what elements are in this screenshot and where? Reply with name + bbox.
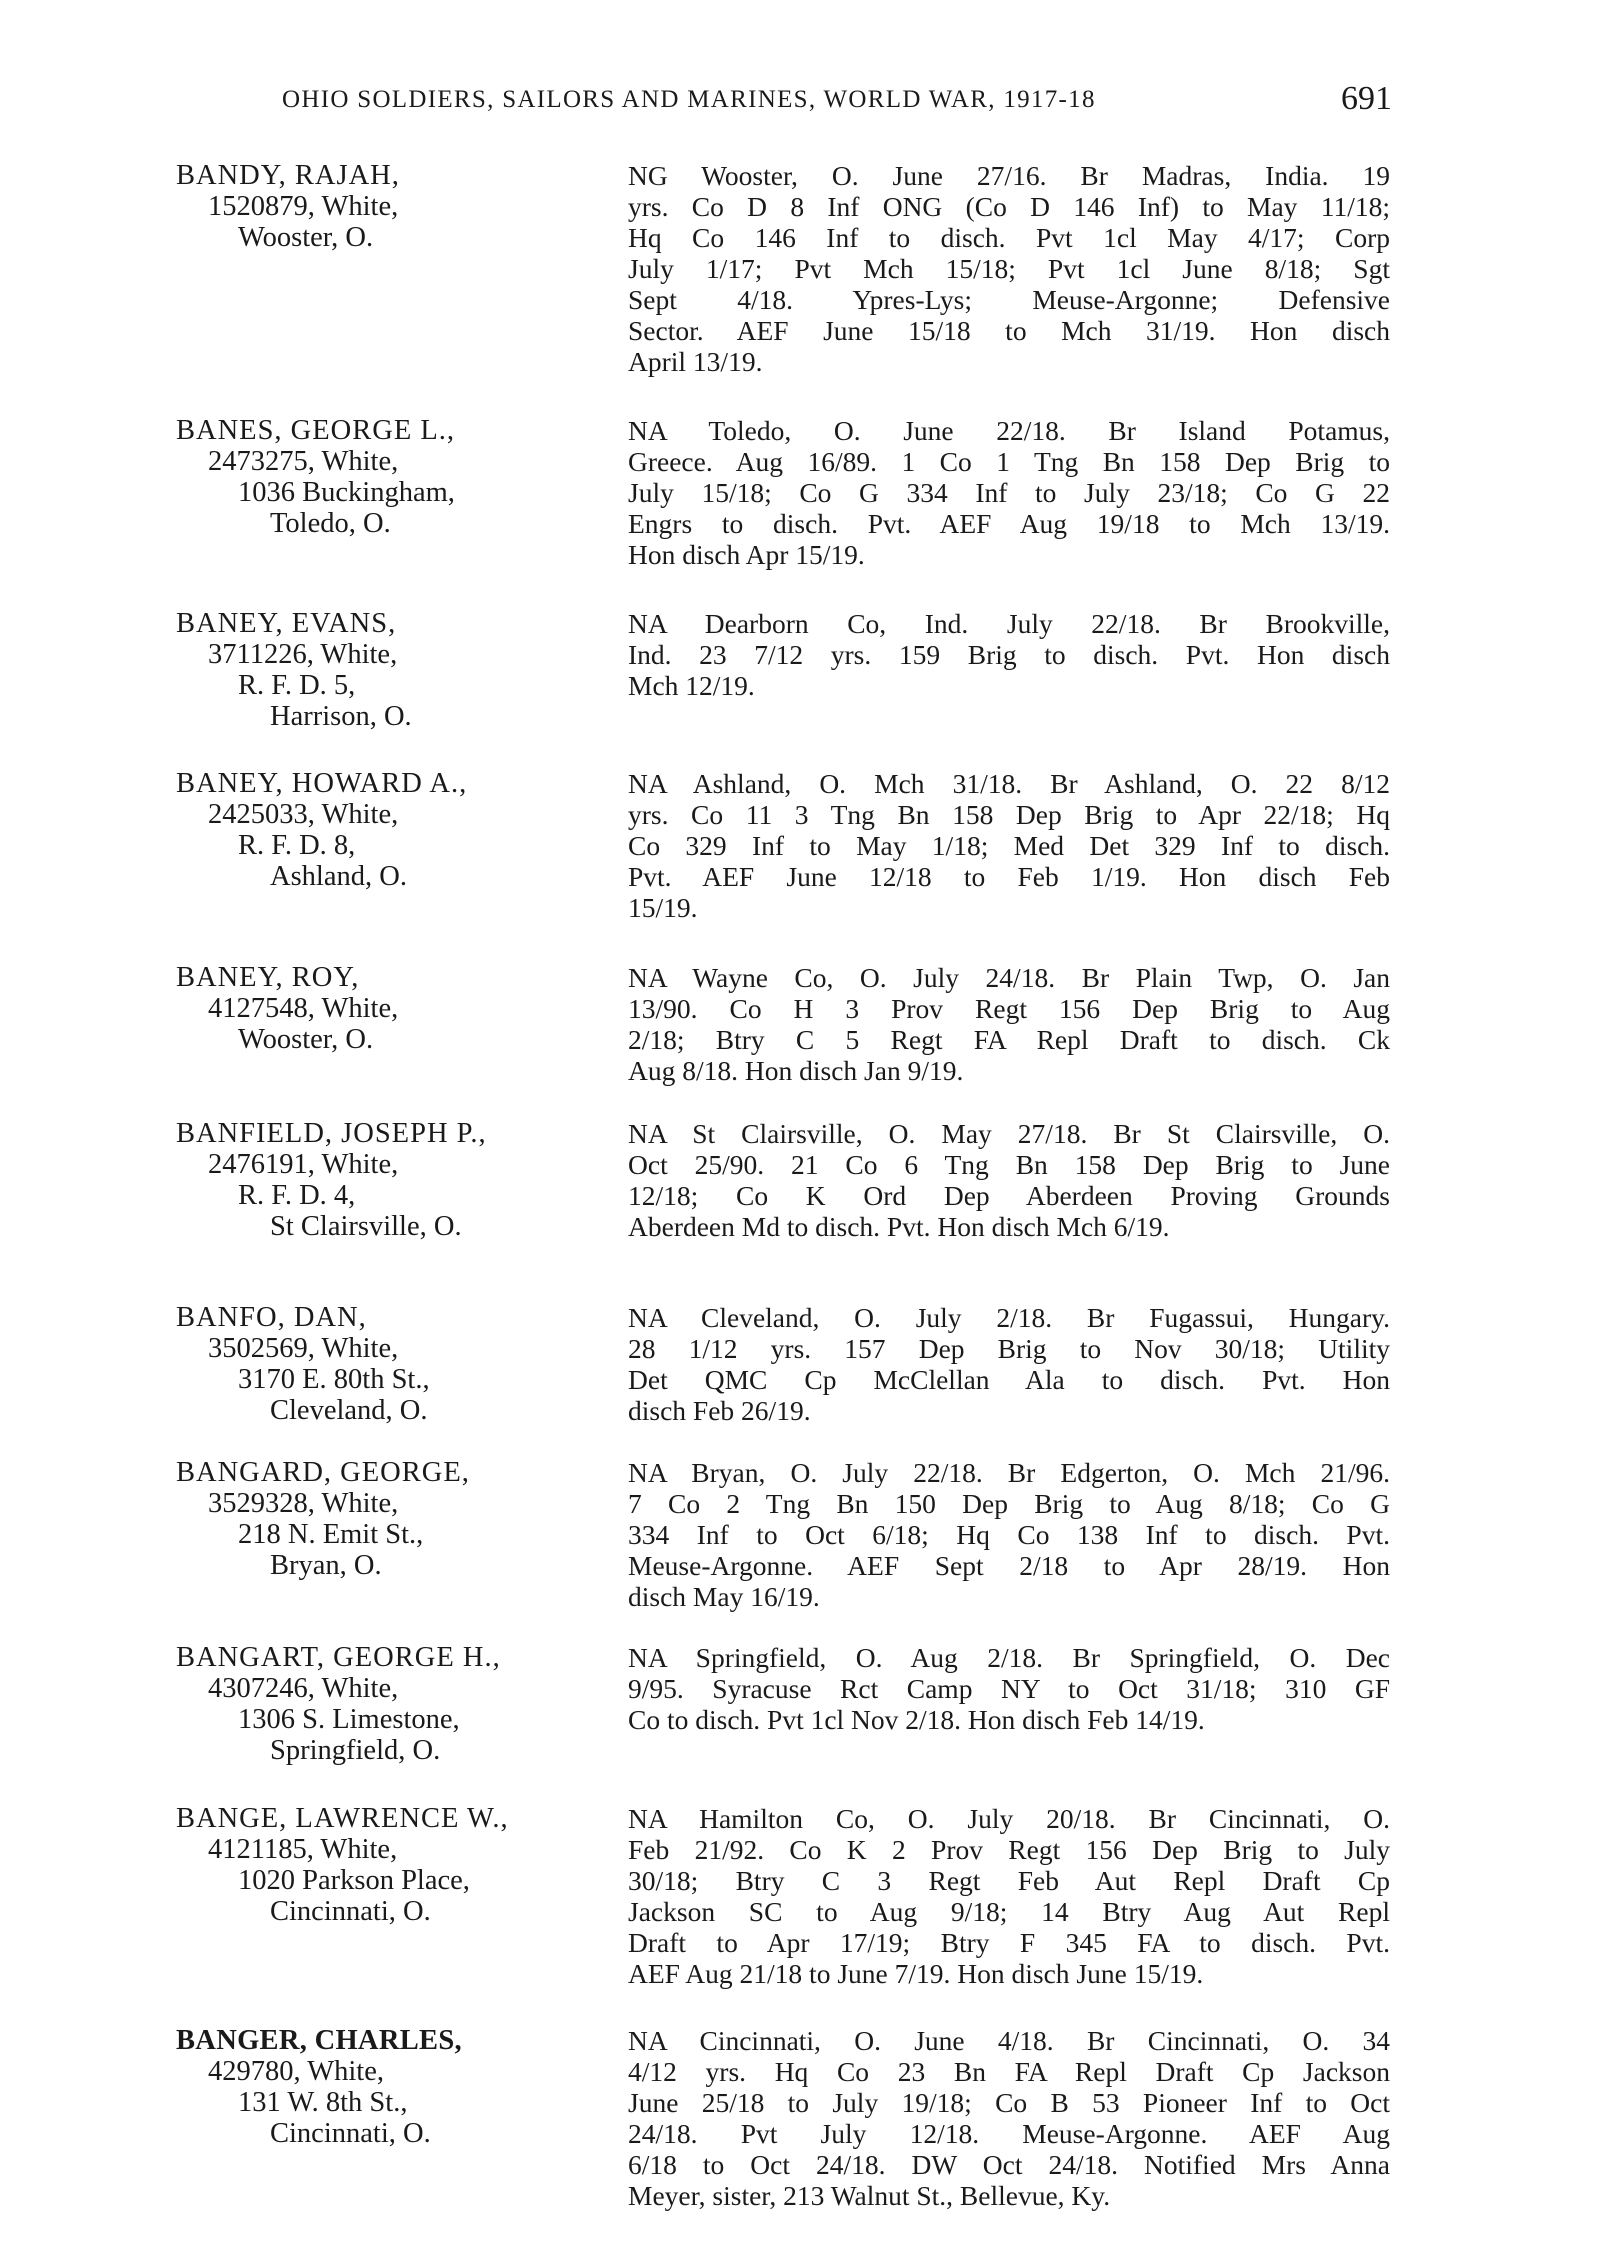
- residence: Cincinnati, O.: [270, 1896, 431, 1927]
- service-record: [628, 160, 1390, 377]
- street-address: 3170 E. 80th St.,: [238, 1364, 430, 1395]
- record-line: disch Feb 26/19.: [628, 1395, 811, 1426]
- service-record: [628, 962, 1390, 1086]
- residence: Cleveland, O.: [270, 1395, 428, 1426]
- soldier-name: BANES, GEORGE L.,: [176, 415, 456, 446]
- street-address: 1036 Buckingham,: [238, 477, 455, 508]
- soldier-identity: [176, 2025, 606, 2149]
- record-line: disch May 16/19.: [628, 1581, 820, 1612]
- soldier-name: BANGER, CHARLES,: [176, 2025, 462, 2056]
- soldier-name: BANGE, LAWRENCE W.,: [176, 1803, 509, 1834]
- serial-number: 3529328, White,: [208, 1488, 399, 1519]
- record-line: AEF Aug 21/18 to June 7/19. Hon disch June 15/19.: [628, 1958, 1204, 1989]
- record-line: 13/90. Co H 3 Prov Regt 156 Dep Brig to Aug: [628, 993, 1390, 1024]
- street-address: 1020 Parkson Place,: [238, 1865, 470, 1896]
- record-line: Co 329 Inf to May 1/18; Med Det 329 Inf to disch.: [628, 830, 1390, 861]
- record-line: Oct 25/90. 21 Co 6 Tng Bn 158 Dep Brig to June: [628, 1149, 1390, 1180]
- record-line: NA Springfield, O. Aug 2/18. Br Springfield, O. Dec: [628, 1642, 1390, 1673]
- record-line: NA Dearborn Co, Ind. July 22/18. Br Brookville,: [628, 608, 1390, 639]
- record-line: Meuse-Argonne. AEF Sept 2/18 to Apr 28/19. Hon: [628, 1550, 1390, 1581]
- record-line: NG Wooster, O. June 27/16. Br Madras, India. 19: [628, 160, 1390, 191]
- service-record: [628, 1642, 1390, 1735]
- soldier-identity: [176, 415, 606, 539]
- service-record: [628, 415, 1390, 570]
- residence: St Clairsville, O.: [270, 1211, 462, 1242]
- record-line: 9/95. Syracuse Rct Camp NY to Oct 31/18; 310 GF: [628, 1673, 1390, 1704]
- soldier-name: BANGARD, GEORGE,: [176, 1457, 470, 1488]
- soldier-identity: [176, 1642, 606, 1766]
- soldier-name: BANEY, ROY,: [176, 962, 360, 993]
- residence: Springfield, O.: [270, 1735, 441, 1766]
- soldier-identity: [176, 608, 606, 732]
- record-line: Co to disch. Pvt 1cl Nov 2/18. Hon disch Feb 14/19.: [628, 1704, 1205, 1735]
- record-line: 28 1/12 yrs. 157 Dep Brig to Nov 30/18; Utility: [628, 1333, 1390, 1364]
- record-line: Hq Co 146 Inf to disch. Pvt 1cl May 4/17; Corp: [628, 222, 1390, 253]
- record-line: June 25/18 to July 19/18; Co B 53 Pioneer Inf to Oct: [628, 2087, 1390, 2118]
- serial-number: 3502569, White,: [208, 1333, 399, 1364]
- residence: Wooster, O.: [238, 1024, 374, 1055]
- record-line: Engrs to disch. Pvt. AEF Aug 19/18 to Mch 13/19.: [628, 508, 1390, 539]
- record-line: yrs. Co 11 3 Tng Bn 158 Dep Brig to Apr 22/18; Hq: [628, 799, 1390, 830]
- residence: Cincinnati, O.: [270, 2118, 431, 2149]
- street-address: R. F. D. 4,: [238, 1180, 356, 1211]
- service-record: [628, 1803, 1390, 1989]
- serial-number: 4307246, White,: [208, 1673, 399, 1704]
- soldier-name: BANGART, GEORGE H.,: [176, 1642, 501, 1673]
- record-line: NA Ashland, O. Mch 31/18. Br Ashland, O. 22 8/12: [628, 768, 1390, 799]
- record-line: 6/18 to Oct 24/18. DW Oct 24/18. Notified Mrs Anna: [628, 2149, 1390, 2180]
- record-line: NA Hamilton Co, O. July 20/18. Br Cincinnati, O.: [628, 1803, 1390, 1834]
- page-header: [282, 74, 1392, 118]
- soldier-name: BANEY, EVANS,: [176, 608, 397, 639]
- soldier-identity: [176, 160, 606, 253]
- record-line: Mch 12/19.: [628, 670, 755, 701]
- serial-number: 2425033, White,: [208, 799, 399, 830]
- residence: Toledo, O.: [270, 508, 391, 539]
- soldier-identity: [176, 1457, 606, 1581]
- serial-number: 3711226, White,: [208, 639, 398, 670]
- soldier-identity: [176, 962, 606, 1055]
- soldier-identity: [176, 768, 606, 892]
- residence: Bryan, O.: [270, 1550, 382, 1581]
- record-line: Det QMC Cp McClellan Ala to disch. Pvt. Hon: [628, 1364, 1390, 1395]
- soldier-identity: [176, 1118, 606, 1242]
- record-line: Sector. AEF June 15/18 to Mch 31/19. Hon disch: [628, 315, 1390, 346]
- service-record: [628, 1457, 1390, 1612]
- service-record: [628, 768, 1390, 923]
- record-line: Draft to Apr 17/19; Btry F 345 FA to disch. Pvt.: [628, 1927, 1390, 1958]
- record-line: Aug 8/18. Hon disch Jan 9/19.: [628, 1055, 964, 1086]
- soldier-identity: [176, 1803, 606, 1927]
- serial-number: 1520879, White,: [208, 191, 399, 222]
- record-line: NA Cincinnati, O. June 4/18. Br Cincinnati, O. 34: [628, 2025, 1390, 2056]
- record-line: 24/18. Pvt July 12/18. Meuse-Argonne. AEF Aug: [628, 2118, 1390, 2149]
- record-line: NA Wayne Co, O. July 24/18. Br Plain Twp, O. Jan: [628, 962, 1390, 993]
- record-line: NA Bryan, O. July 22/18. Br Edgerton, O. Mch 21/96.: [628, 1457, 1390, 1488]
- serial-number: 4127548, White,: [208, 993, 399, 1024]
- serial-number: 2476191, White,: [208, 1149, 399, 1180]
- running-title: OHIO SOLDIERS, SAILORS AND MARINES, WORLD WAR, 1917-18: [282, 86, 1096, 113]
- soldier-name: BANDY, RAJAH,: [176, 160, 400, 191]
- service-record: [628, 1118, 1390, 1242]
- residence: Harrison, O.: [270, 701, 412, 732]
- record-line: 2/18; Btry C 5 Regt FA Repl Draft to disch. Ck: [628, 1024, 1390, 1055]
- serial-number: 4121185, White,: [208, 1834, 398, 1865]
- service-record: [628, 1302, 1390, 1426]
- record-line: Feb 21/92. Co K 2 Prov Regt 156 Dep Brig to July: [628, 1834, 1390, 1865]
- record-line: 15/19.: [628, 892, 698, 923]
- record-line: yrs. Co D 8 Inf ONG (Co D 146 Inf) to May 11/18;: [628, 191, 1390, 222]
- record-line: NA Toledo, O. June 22/18. Br Island Potamus,: [628, 415, 1390, 446]
- soldier-name: BANFIELD, JOSEPH P.,: [176, 1118, 487, 1149]
- record-line: 334 Inf to Oct 6/18; Hq Co 138 Inf to disch. Pvt.: [628, 1519, 1390, 1550]
- record-line: Jackson SC to Aug 9/18; 14 Btry Aug Aut Repl: [628, 1896, 1390, 1927]
- record-line: Hon disch Apr 15/19.: [628, 539, 865, 570]
- street-address: R. F. D. 8,: [238, 830, 356, 861]
- serial-number: 2473275, White,: [208, 446, 399, 477]
- record-line: Meyer, sister, 213 Walnut St., Bellevue, Ky.: [628, 2180, 1111, 2211]
- soldier-name: BANFO, DAN,: [176, 1302, 367, 1333]
- record-line: 4/12 yrs. Hq Co 23 Bn FA Repl Draft Cp Jackson: [628, 2056, 1390, 2087]
- page-number: 691: [1341, 80, 1392, 117]
- street-address: 218 N. Emit St.,: [238, 1519, 424, 1550]
- serial-number: 429780, White,: [208, 2056, 384, 2087]
- record-line: April 13/19.: [628, 346, 763, 377]
- record-line: 30/18; Btry C 3 Regt Feb Aut Repl Draft Cp: [628, 1865, 1390, 1896]
- record-line: NA Cleveland, O. July 2/18. Br Fugassui, Hungary.: [628, 1302, 1390, 1333]
- record-line: 12/18; Co K Ord Dep Aberdeen Proving Grounds: [628, 1180, 1390, 1211]
- service-record: [628, 608, 1390, 701]
- record-line: Aberdeen Md to disch. Pvt. Hon disch Mch 6/19.: [628, 1211, 1170, 1242]
- soldier-name: BANEY, HOWARD A.,: [176, 768, 468, 799]
- street-address: 131 W. 8th St.,: [238, 2087, 408, 2118]
- residence: Ashland, O.: [270, 861, 407, 892]
- soldier-identity: [176, 1302, 606, 1426]
- service-record: [628, 2025, 1390, 2211]
- residence: Wooster, O.: [238, 222, 374, 253]
- record-line: Greece. Aug 16/89. 1 Co 1 Tng Bn 158 Dep Brig to: [628, 446, 1390, 477]
- record-line: July 1/17; Pvt Mch 15/18; Pvt 1cl June 8/18; Sgt: [628, 253, 1390, 284]
- street-address: R. F. D. 5,: [238, 670, 356, 701]
- street-address: 1306 S. Limestone,: [238, 1704, 460, 1735]
- record-line: NA St Clairsville, O. May 27/18. Br St Clairsville, O.: [628, 1118, 1390, 1149]
- record-line: Sept 4/18. Ypres-Lys; Meuse-Argonne; Defensive: [628, 284, 1390, 315]
- record-line: 7 Co 2 Tng Bn 150 Dep Brig to Aug 8/18; Co G: [628, 1488, 1390, 1519]
- record-line: Pvt. AEF June 12/18 to Feb 1/19. Hon disch Feb: [628, 861, 1390, 892]
- record-line: July 15/18; Co G 334 Inf to July 23/18; Co G 22: [628, 477, 1390, 508]
- record-line: Ind. 23 7/12 yrs. 159 Brig to disch. Pvt. Hon disch: [628, 639, 1390, 670]
